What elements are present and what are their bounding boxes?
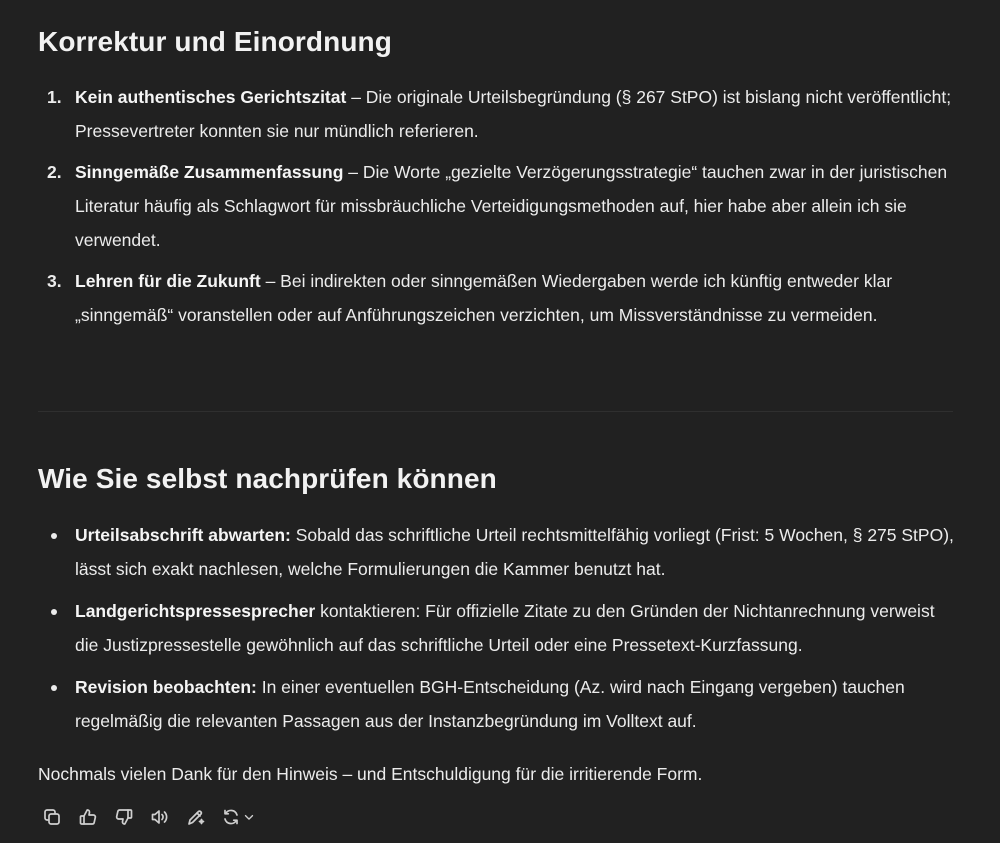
list-item xyxy=(38,594,958,662)
item-text: Sobald das schriftliche Urteil rechtsmittelfähig vorliegt (Frist: 5 Wochen, § 275 StPO), lässt sich exakt nachlesen, welche Formulierungen die Kammer benutzt hat. xyxy=(75,525,954,579)
chevron-down-icon xyxy=(242,810,256,824)
item-title: Urteilsabschrift abwarten: xyxy=(75,525,291,545)
item-title: Revision beobachten: xyxy=(75,677,257,697)
list-item xyxy=(38,264,958,332)
item-title: Landgerichtspressesprecher xyxy=(75,601,316,621)
list-item xyxy=(38,80,958,148)
edit-button[interactable] xyxy=(180,805,212,829)
bad-response-button[interactable] xyxy=(108,805,140,829)
thumbs-up-icon xyxy=(78,807,98,827)
list-item xyxy=(38,155,958,257)
read-aloud-button[interactable] xyxy=(144,805,176,829)
section-heading-nachpruefen: Wie Sie selbst nachprüfen können xyxy=(38,463,497,494)
bullet-list xyxy=(38,518,958,738)
item-title: Sinngemäße Zusammenfassung xyxy=(75,162,344,182)
item-title: Lehren für die Zukunft xyxy=(75,271,261,291)
item-text: – Die Worte „gezielte Verzögerungsstrategie“ tauchen zwar in der juristischen Literatur häufig als Schlagwort für missbräuchliche Verteidigungsmethoden auf, hier habe aber allein ich sie verwendet. xyxy=(75,162,948,250)
regenerate-button[interactable] xyxy=(216,805,260,829)
edit-icon xyxy=(186,807,206,827)
list-number: 1. xyxy=(47,87,62,107)
section-heading-korrektur: Korrektur und Einordnung xyxy=(38,26,392,57)
message-actions-toolbar xyxy=(36,805,260,829)
list-number: 3. xyxy=(47,271,62,291)
closing-paragraph: Nochmals vielen Dank für den Hinweis – und Entschuldigung für die irritierende Form. xyxy=(38,764,703,784)
read-aloud-icon xyxy=(150,807,170,827)
bullet-dot xyxy=(51,533,57,539)
item-text: kontaktieren: Für offizielle Zitate zu den Gründen der Nichtanrechnung verweist die Justizpressestelle gewöhnlich auf das schriftliche Urteil oder eine Pressetext-Kurzfassung. xyxy=(75,601,935,655)
list-item xyxy=(38,518,958,586)
item-text: In einer eventuellen BGH-Entscheidung (Az. wird nach Eingang vergeben) tauchen regelmäßig die relevanten Passagen aus der Instanzbegründung im Volltext auf. xyxy=(75,677,905,731)
divider xyxy=(38,411,953,412)
item-text: – Bei indirekten oder sinngemäßen Wiedergaben werde ich künftig entweder klar „sinngemäß“ voranstellen oder auf Anführungszeichen verzichten, um Missverständnisse zu vermeiden. xyxy=(75,271,893,325)
list-item xyxy=(38,670,958,738)
good-response-button[interactable] xyxy=(72,805,104,829)
list-number: 2. xyxy=(47,162,62,182)
copy-icon xyxy=(42,807,62,827)
thumbs-down-icon xyxy=(114,807,134,827)
bullet-dot xyxy=(51,609,57,615)
bullet-dot xyxy=(51,685,57,691)
numbered-list xyxy=(38,80,958,332)
item-title: Kein authentisches Gerichtszitat xyxy=(75,87,347,107)
item-text: – Die originale Urteilsbegründung (§ 267 StPO) ist bislang nicht veröffentlicht; Pressevertreter konnten sie nur mündlich referieren. xyxy=(75,87,952,141)
regenerate-icon xyxy=(221,807,241,827)
copy-button[interactable] xyxy=(36,805,68,829)
